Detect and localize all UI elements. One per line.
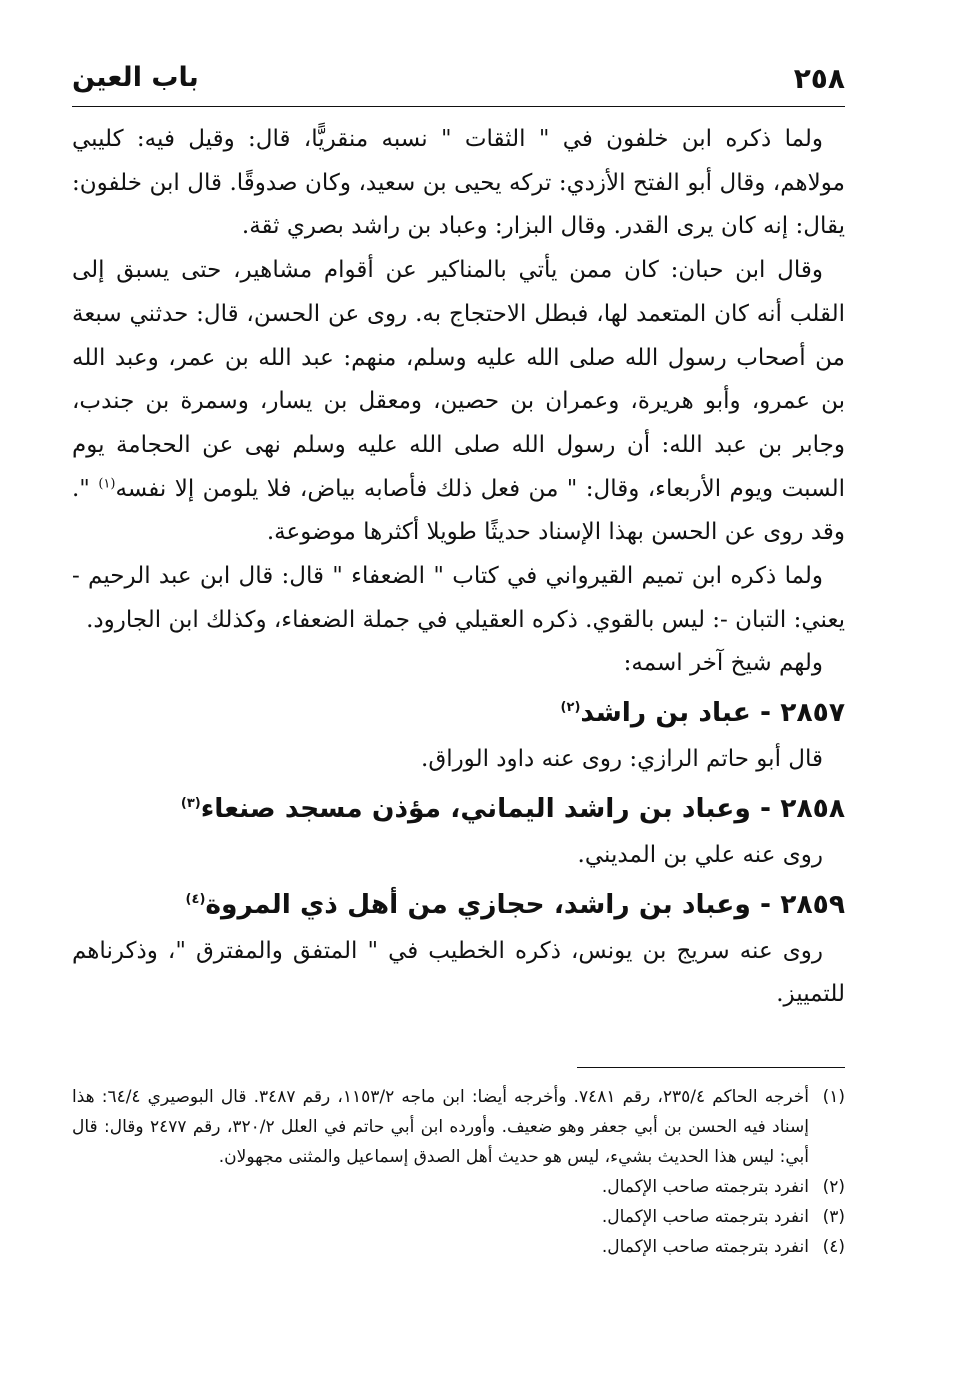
footnote-text: انفرد بترجمته صاحب الإكمال. (601, 1177, 809, 1197)
paragraph-text: وقال ابن حبان: كان ممن يأتي بالمناكير عن أقوام مشاهير، حتى يسبق إلى القلب أنه كان المتعمد لها، فبطل الاحتجاج به. روى عن الحسن، قال: حدثني سبعة من أصحاب رسول الله صلى الله عليه وسلم، منهم: عبد الله بن عمر، وعبد الله بن عمرو، وأبو هريرة، وعمران بن حصين، ومعقل بن يسار، وسمرة بن جندب، وجابر بن عبد الله: أن رسول الله صلى الله عليه وسلم نهى عن الحجامة يوم السبت ويوم الأربعاء، وقال: " من فعل ذلك فأصابه بياض، فلا يلومن إلا نفسه (72, 257, 846, 502)
entry-number: ٢٨٥٧ (780, 697, 845, 729)
paragraph-text: ". وقد روى عن الحسن بهذا الإسناد حديثًا طويلا أكثرها موضوعة. (72, 475, 845, 546)
entry-number: ٢٨٥٨ (780, 792, 845, 824)
chapter-title: باب العين (72, 62, 199, 93)
paragraph: ولما ذكره ابن خلفون في " الثقات " نسبه منقريًّا، قال: وقيل فيه: كليبي مولاهم، وقال أبو الفتح الأزدي: تركه يحيى بن سعيد، وكان صدوقًا. قال ابن خلفون: يقال: إنه كان يرى القدر. وقال البزار: وعباد بن راشد بصري ثقة. (72, 126, 845, 240)
main-text (72, 118, 845, 1017)
entry-text: روى عنه سريج بن يونس، ذكره الخطيب في " المتفق والمفترق "، وذكرناهم للتمييز. (72, 937, 845, 1008)
footnote-text: انفرد بترجمته صاحب الإكمال. (601, 1237, 809, 1257)
entry-name: وعباد بن راشد اليماني، مؤذن مسجد صنعاء (200, 792, 751, 824)
entry-heading: ٢٨٥٩ - وعباد بن راشد، حجازي من أهل ذي المروة$^{(٤)}$ (185, 888, 845, 920)
footnote-ref: (١) (98, 475, 116, 491)
footnote (72, 1232, 845, 1262)
paragraph (72, 249, 845, 555)
footnote-text: انفرد بترجمته صاحب الإكمال. (601, 1207, 809, 1227)
footnote-number: (٢) (822, 1177, 845, 1197)
footnote-number: (٣) (822, 1207, 845, 1227)
footnote-text: أخرجه الحاكم ٢٣٥/٤، رقم ٧٤٨١. وأخرجه أيضا: ابن ماجه ١١٥٣/٢، رقم ٣٤٨٧. قال البوصيري ٦٤/٤: هذا إسناد فيه الحسن بن أبي جعفر وهو ضعيف. وأورده ابن أبي حاتم في العلل ٣٢٠/٢، رقم ٢٤٧٧ وقال: قال أبي: ليس هذا الحديث بشيء، ليس هو حديث أهل الصدق إسماعيل والمثنى مجهولان. (72, 1087, 809, 1167)
footnote-ref: (٢) (560, 700, 581, 716)
entry-text: قال أبو حاتم الرازي: روى عنه داود الوراق. (421, 746, 823, 773)
footnote (72, 1172, 845, 1202)
entry-heading: ٢٨٥٨ - وعباد بن راشد اليماني، مؤذن مسجد صنعاء$^{(٣)}$ (180, 792, 845, 824)
footnote-number: (٤) (822, 1237, 845, 1257)
entry-name: عباد بن راشد (580, 697, 751, 729)
entry-text: روى عنه علي بن المديني. (577, 841, 823, 868)
footnote-divider (577, 1067, 845, 1068)
footnote (72, 1202, 845, 1232)
entry-name: وعباد بن راشد، حجازي من أهل ذي المروة (205, 888, 751, 920)
footnote-number: (١) (822, 1087, 845, 1107)
footnote-ref: (٤) (185, 891, 206, 907)
page-header (72, 58, 845, 107)
entry-number: ٢٨٥٩ (780, 888, 845, 920)
footnote-ref: (٣) (180, 796, 201, 812)
footnote (72, 1082, 845, 1172)
paragraph: ولما ذكره ابن تميم القيرواني في كتاب " الضعفاء " قال: قال ابن عبد الرحيم - يعني: التبان -: ليس بالقوي. ذكره العقيلي في جملة الضعفاء، وكذلك ابن الجارود. (72, 563, 845, 633)
entry-heading: ٢٨٥٧ - عباد بن راشد$^{(٢)}$ (560, 697, 845, 729)
page-number: ٢٥٨ (793, 62, 845, 95)
footnotes (72, 1082, 845, 1262)
paragraph: ولهم شيخ آخر اسمه: (623, 650, 823, 677)
